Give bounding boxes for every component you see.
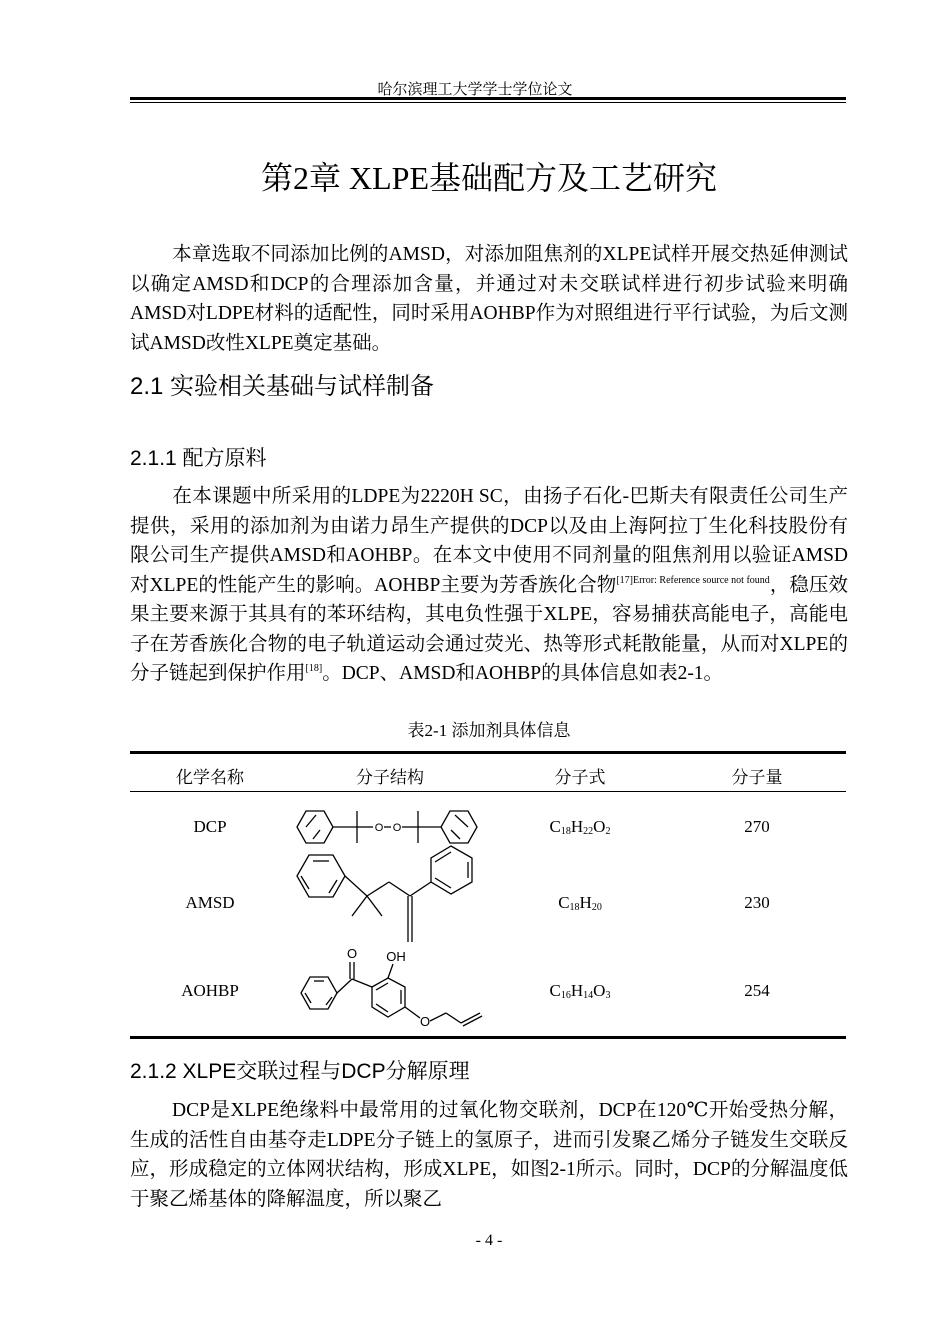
materials-text-2: ，稳压效果主要来源于其具有的苯环结构，其电负性强于XLPE，容易捕获高能电子，高能电子在芳香族化合物的电子轨道运动会通过荧光、热等形式耗散能量，从而对XLPE的分子链起到保护作用 — [130, 574, 848, 684]
table-top-rule — [130, 751, 846, 754]
table-header-mw: 分子量 — [731, 768, 783, 787]
carbonyl-oxygen-label: O — [346, 946, 358, 961]
crosslinking-paragraph — [130, 1096, 848, 1214]
table-cell-mw: 270 — [744, 817, 770, 836]
materials-text-1: 在本课题中所采用的LDPE为2220H SC，由扬子石化-巴斯夫有限责任公司生产提供，采用的添加剂为由诺力昂生产提供的DCP以及由上海阿拉丁生化科技股份有限公司生产提供AMSD和AOHBP。在本文中使用不同剂量的阻焦剂用以验证AMSD对XLPE的性能产生的影响。AOHBP主要为芳香族化合物 — [130, 486, 848, 596]
table-cell-mw: 254 — [744, 981, 770, 1000]
running-header: 哈尔滨理工大学学士学位论文 — [377, 82, 573, 98]
citation-18: [18] — [305, 663, 323, 674]
materials-paragraph — [130, 482, 848, 689]
section-heading-2-1-2: 2.1.2 XLPE交联过程与DCP分解原理 — [130, 1060, 470, 1083]
peroxide-oxygen-label: O — [392, 822, 402, 834]
table-cell-name: AMSD — [185, 893, 235, 912]
amsd-structure — [297, 846, 472, 942]
table-bottom-rule — [130, 1036, 846, 1039]
table-cell-mw: 230 — [744, 893, 770, 912]
table-cell-name: AOHBP — [181, 981, 239, 1000]
intro-text: 本章选取不同添加比例的AMSD，对添加阻焦剂的XLPE试样开展交热延伸测试以确定AMSD和DCP的合理添加含量，并通过对未交联试样进行初步试验来明确AMSD对LDPE材料的适配性，同时采用AOHBP作为对照组进行平行试验，为后文测试AMSD改性XLPE奠定基础。 — [130, 244, 848, 354]
header-rule-thin — [130, 102, 846, 103]
table-cell-name: DCP — [193, 817, 227, 836]
materials-text-3: 。DCP、AMSD和AOHBP的具体信息如表2-1。 — [322, 663, 724, 684]
page-number: - 4 - — [475, 1232, 503, 1249]
hydroxyl-label: OH — [386, 949, 406, 964]
table-caption: 表2-1 添加剂具体信息 — [407, 721, 571, 740]
table-header-formula: 分子式 — [554, 768, 606, 787]
peroxide-oxygen-label: O — [374, 822, 384, 834]
table-cell-formula: $C_{18}H_{20}$ — [558, 893, 602, 913]
header-rule-thick — [130, 97, 846, 100]
dcp-structure — [297, 811, 477, 843]
aohbp-structure — [301, 946, 482, 1029]
section-heading-2-1-1: 2.1.1 配方原料 — [130, 447, 267, 470]
table-cell-formula: $C_{16}H_{14}O_3$ — [549, 981, 611, 1001]
chapter-title: 第2章 XLPE基础配方及工艺研究 — [260, 160, 717, 196]
table-header-rule — [130, 791, 846, 792]
table-header-structure: 分子结构 — [356, 768, 424, 787]
intro-paragraph — [130, 240, 848, 358]
crosslinking-text: DCP是XLPE绝缘料中最常用的过氧化物交联剂，DCP在120℃开始受热分解，生成的活性自由基夺走LDPE分子链上的氢原子，进而引发聚乙烯分子链发生交联反应，形成稳定的立体网状结构，形成XLPE，如图2-1所示。同时，DCP的分解温度低于聚乙烯基体的降解温度，所以聚乙 — [130, 1100, 848, 1210]
section-heading-2-1: 2.1 实验相关基础与试样制备 — [130, 373, 435, 400]
table-header-name: 化学名称 — [176, 768, 244, 787]
citation-17: [17]Error: Reference source not found — [616, 574, 770, 586]
table-cell-formula: $C_{18}H_{22}O_2$ — [549, 817, 611, 837]
ether-oxygen-label: O — [419, 1014, 431, 1029]
